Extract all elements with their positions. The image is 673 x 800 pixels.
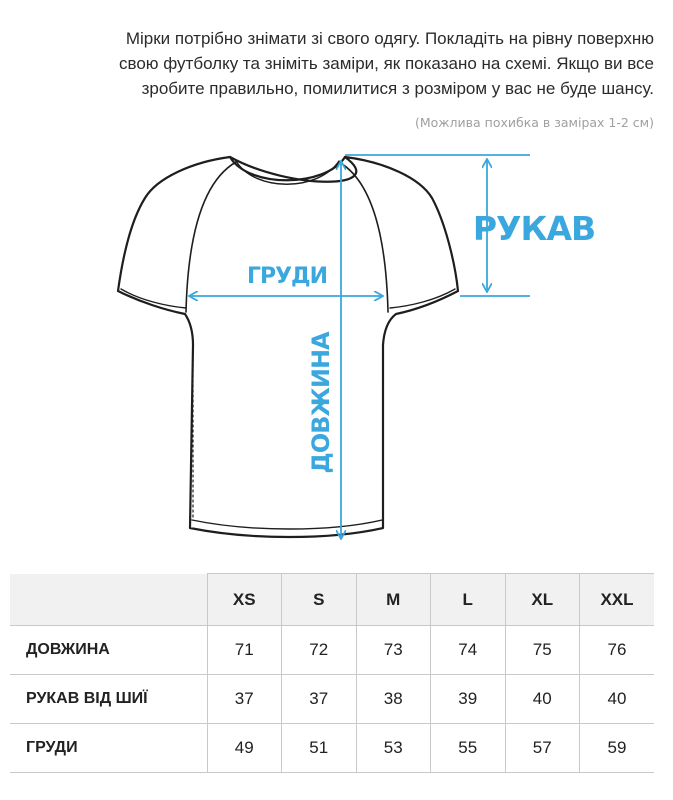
chest-label: ГРУДИ [246, 264, 328, 289]
table-cell: 74 [431, 626, 506, 675]
sleeve-label: РУКАВ [472, 209, 596, 248]
table-cell: 53 [356, 724, 431, 773]
table-cell: 49 [207, 724, 282, 773]
size-header-l: L [431, 574, 506, 626]
table-cell: 72 [282, 626, 357, 675]
table-cell: 40 [505, 675, 580, 724]
size-header-s: S [282, 574, 357, 626]
intro-line-1: Мірки потрібно знімати зі свого одягу. Покладіть на рівну поверхню [125, 29, 654, 48]
length-label: ДОВЖИНА [307, 332, 335, 474]
size-table [10, 573, 654, 773]
table-cell: 57 [505, 724, 580, 773]
row-label-sleeve: РУКАВ ВІД ШИЇ [10, 675, 207, 724]
row-label-length: ДОВЖИНА [10, 626, 207, 675]
table-cell: 76 [580, 626, 655, 675]
table-row [10, 724, 654, 773]
table-row [10, 675, 654, 724]
table-cell: 71 [207, 626, 282, 675]
row-label-chest: ГРУДИ [10, 724, 207, 773]
table-cell: 59 [580, 724, 655, 773]
tshirt-outline [118, 157, 458, 537]
size-header-m: M [356, 574, 431, 626]
table-row [10, 626, 654, 675]
intro-line-3: зробите правильно, помилитися з розміром у вас не буде шансу. [141, 79, 654, 98]
intro-line-2: свою футболку та зніміть заміри, як показано на схемі. Якщо ви все [118, 54, 654, 73]
table-cell: 39 [431, 675, 506, 724]
size-header-row [10, 574, 654, 626]
table-cell: 37 [207, 675, 282, 724]
table-cell: 73 [356, 626, 431, 675]
table-cell: 75 [505, 626, 580, 675]
size-header-xxl: XXL [580, 574, 655, 626]
measurement-error-note: (Можлива похибка в замірах 1-2 см) [414, 115, 654, 130]
size-header-xs: XS [207, 574, 282, 626]
size-header-xl: XL [505, 574, 580, 626]
table-corner [10, 574, 207, 626]
table-cell: 55 [431, 724, 506, 773]
table-cell: 37 [282, 675, 357, 724]
table-cell: 40 [580, 675, 655, 724]
table-cell: 51 [282, 724, 357, 773]
table-cell: 38 [356, 675, 431, 724]
